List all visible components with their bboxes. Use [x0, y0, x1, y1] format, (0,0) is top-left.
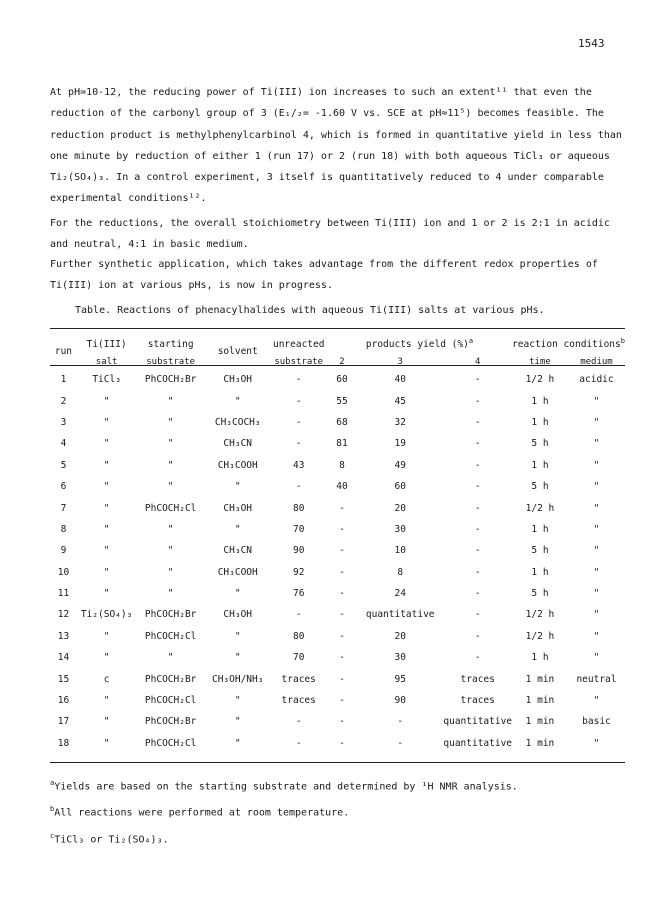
- cell-run: 13: [57, 630, 70, 642]
- cell-time: 1 min: [525, 673, 555, 685]
- cell-solvent: ": [234, 523, 241, 535]
- table-row: [50, 647, 625, 668]
- cell-run: 12: [57, 609, 70, 621]
- cell-yield-3: -: [397, 716, 404, 728]
- header-product-3: 3: [397, 356, 403, 367]
- page-number: 1543: [578, 37, 605, 50]
- cell-run: 17: [57, 716, 70, 728]
- cell-run: 8: [60, 523, 67, 535]
- cell-yield-4: -: [474, 502, 481, 514]
- cell-yield-4: -: [474, 652, 481, 664]
- cell-substrate: ": [167, 481, 174, 493]
- cell-substrate: ": [167, 438, 174, 450]
- cell-yield-2: -: [339, 737, 345, 749]
- cell-yield-2: -: [339, 652, 345, 664]
- cell-yield-4: -: [474, 588, 481, 600]
- cell-yield-3: 49: [394, 459, 406, 471]
- header-salt-top: Ti(III): [86, 338, 127, 350]
- cell-run: 18: [57, 737, 70, 749]
- cell-salt: ": [103, 545, 110, 557]
- cell-run: 6: [60, 481, 67, 493]
- cell-solvent: ": [234, 716, 241, 728]
- cell-salt: ": [103, 695, 110, 707]
- cell-unreacted: 43: [292, 459, 305, 471]
- cell-time: 1 min: [525, 716, 555, 728]
- cell-unreacted: -: [295, 416, 302, 428]
- cell-time: 1 min: [525, 695, 555, 707]
- cell-solvent: ": [234, 588, 241, 600]
- cell-unreacted: 80: [292, 502, 305, 514]
- header-salt-bottom: salt: [95, 356, 118, 367]
- cell-yield-4: -: [474, 416, 481, 428]
- cell-medium: ": [593, 502, 600, 514]
- cell-yield-2: -: [339, 502, 345, 514]
- cell-unreacted: 70: [292, 652, 305, 664]
- cell-substrate: PhCOCH₂Cl: [144, 630, 197, 642]
- cell-yield-3: -: [397, 737, 404, 749]
- cell-salt: ": [103, 588, 110, 600]
- cell-yield-3: 30: [394, 652, 406, 664]
- cell-medium: ": [593, 566, 600, 578]
- cell-run: 5: [60, 459, 67, 471]
- cell-yield-3: 20: [394, 502, 406, 514]
- cell-yield-2: 68: [336, 416, 348, 428]
- cell-medium: basic: [582, 716, 611, 728]
- cell-substrate: ": [167, 416, 174, 428]
- cell-run: 16: [57, 695, 70, 707]
- cell-yield-4: -: [474, 459, 481, 471]
- cell-yield-4: traces: [460, 673, 495, 685]
- header-conditions: reaction conditions$^b$: [512, 337, 625, 351]
- cell-run: 3: [60, 416, 67, 428]
- cell-yield-2: 55: [336, 395, 348, 407]
- cell-unreacted: 92: [292, 566, 305, 578]
- table-row: [50, 540, 625, 561]
- footnote-b: $^b$All reactions were performed at room temperature.: [50, 805, 350, 819]
- cell-yield-3: 60: [394, 481, 406, 493]
- footnote-a: $^a$Yields are based on the starting substrate and determined by ¹H NMR analysis.: [50, 779, 518, 793]
- cell-yield-3: 20: [394, 630, 406, 642]
- cell-yield-3: 40: [394, 374, 406, 386]
- cell-unreacted: -: [295, 395, 302, 407]
- table-row: [50, 604, 625, 625]
- cell-time: 1 h: [531, 395, 549, 407]
- cell-yield-4: -: [474, 523, 481, 535]
- cell-medium: ": [593, 609, 600, 621]
- cell-solvent: CH₃COOH: [217, 566, 258, 578]
- cell-medium: ": [593, 545, 600, 557]
- cell-substrate: ": [167, 652, 174, 664]
- cell-salt: ": [103, 566, 110, 578]
- cell-salt: ": [103, 630, 110, 642]
- cell-medium: ": [593, 416, 600, 428]
- cell-time: 1/2 h: [525, 630, 555, 642]
- cell-yield-4: quantitative: [443, 716, 513, 728]
- cell-salt: ": [103, 438, 110, 450]
- cell-time: 1/2 h: [525, 609, 555, 621]
- cell-yield-3: 90: [394, 695, 406, 707]
- cell-yield-4: traces: [460, 695, 495, 707]
- cell-medium: ": [593, 630, 600, 642]
- paragraph-2: For the reductions, the overall stoichiometry between Ti(III) ion and 1 or 2 is 2:1 in acidic and neutral, 4:1 in basic medium.: [50, 218, 616, 251]
- cell-yield-3: quantitative: [365, 609, 435, 621]
- cell-time: 1 h: [531, 652, 549, 664]
- cell-unreacted: 80: [292, 630, 305, 642]
- cell-solvent: ": [234, 737, 241, 749]
- cell-run: 9: [60, 545, 67, 557]
- cell-yield-3: 10: [394, 545, 406, 557]
- cell-substrate: ": [167, 566, 174, 578]
- cell-medium: ": [593, 695, 600, 707]
- cell-solvent: ": [234, 652, 241, 664]
- cell-salt: ": [103, 523, 110, 535]
- cell-unreacted: -: [295, 716, 302, 728]
- header-product-4: 4: [475, 356, 481, 367]
- cell-solvent: CH₃OH: [223, 502, 253, 514]
- cell-solvent: CH₃OH: [223, 609, 253, 621]
- cell-substrate: ": [167, 459, 174, 471]
- cell-solvent: CH₃CN: [223, 438, 253, 450]
- cell-medium: neutral: [576, 673, 617, 685]
- table-row: [50, 626, 625, 647]
- paragraph-1: At pH≃10-12, the reducing power of Ti(III) ion increases to such an extent¹¹ that even the reduction of the carbonyl group of 3 (E₁/₂= -1.60 V vs. SCE at pH≈11⁵) becomes feasible. The reduction product is methylphenylcarbinol 4, which is formed in quantitative yield in less than one minute by reduction of either 1 (run 17) or 2 (run 18) with both aqueous TiCl₃ or aqueous Ti₂(SO₄)₃. In a control experiment, 3 itself is quantitatively reduced to 4 under comparable experimental conditions¹².: [50, 87, 628, 205]
- table-row: [50, 733, 625, 754]
- header-medium: medium: [580, 356, 613, 367]
- cell-unreacted: -: [295, 609, 302, 621]
- cell-yield-2: -: [339, 588, 345, 600]
- cell-medium: ": [593, 588, 600, 600]
- cell-time: 5 h: [531, 481, 549, 493]
- table-row: [50, 668, 625, 689]
- cell-solvent: CH₃COOH: [217, 459, 258, 471]
- cell-salt: Ti₂(SO₄)₃: [80, 609, 133, 621]
- cell-yield-2: -: [339, 716, 345, 728]
- cell-medium: ": [593, 395, 600, 407]
- table-row: [50, 412, 625, 433]
- cell-yield-4: -: [474, 481, 481, 493]
- cell-yield-2: 40: [336, 481, 348, 493]
- cell-run: 7: [60, 502, 67, 514]
- cell-substrate: ": [167, 523, 174, 535]
- cell-yield-4: -: [474, 630, 481, 642]
- cell-yield-2: -: [339, 523, 345, 535]
- cell-unreacted: traces: [281, 695, 316, 707]
- cell-substrate: PhCOCH₂Br: [144, 609, 197, 621]
- table-row: [50, 433, 625, 454]
- cell-yield-4: quantitative: [443, 737, 513, 749]
- cell-unreacted: 70: [292, 523, 305, 535]
- cell-solvent: ": [234, 630, 241, 642]
- cell-yield-2: 81: [336, 438, 348, 450]
- cell-substrate: ": [167, 395, 174, 407]
- table-row: [50, 519, 625, 540]
- cell-solvent: ": [234, 695, 241, 707]
- cell-solvent: CH₃OH: [223, 374, 253, 386]
- cell-yield-4: -: [474, 438, 481, 450]
- cell-solvent: CH₃CN: [223, 545, 253, 557]
- cell-time: 1 h: [531, 523, 549, 535]
- cell-yield-4: -: [474, 566, 481, 578]
- table-body: [50, 369, 625, 754]
- cell-unreacted: traces: [281, 673, 316, 685]
- header-substrate-top: starting: [147, 338, 194, 350]
- header-run: run: [54, 346, 73, 357]
- cell-time: 1 h: [531, 566, 549, 578]
- cell-substrate: ": [167, 545, 174, 557]
- cell-unreacted: -: [295, 438, 302, 450]
- cell-yield-3: 45: [394, 395, 406, 407]
- cell-salt: ": [103, 395, 110, 407]
- cell-unreacted: -: [295, 481, 302, 493]
- table-row: [50, 476, 625, 497]
- cell-salt: c: [103, 673, 110, 685]
- cell-yield-3: 8: [397, 566, 404, 578]
- cell-time: 5 h: [531, 545, 549, 557]
- cell-salt: ": [103, 716, 110, 728]
- cell-unreacted: -: [295, 737, 302, 749]
- cell-medium: acidic: [579, 374, 614, 386]
- cell-yield-3: 32: [394, 416, 406, 428]
- cell-yield-2: 60: [336, 374, 348, 386]
- cell-yield-3: 24: [394, 588, 406, 600]
- cell-substrate: PhCOCH₂Br: [144, 673, 197, 685]
- cell-time: 5 h: [531, 438, 549, 450]
- cell-salt: ": [103, 416, 110, 428]
- header-products: products yield (%)$^a$: [365, 337, 474, 351]
- cell-yield-2: -: [339, 609, 345, 621]
- cell-run: 2: [60, 395, 67, 407]
- cell-salt: ": [103, 502, 110, 514]
- cell-yield-4: -: [474, 374, 481, 386]
- table-row: [50, 455, 625, 476]
- cell-substrate: PhCOCH₂Cl: [144, 737, 197, 749]
- header-substrate-bottom: substrate: [146, 356, 196, 367]
- cell-substrate: PhCOCH₂Cl: [144, 695, 197, 707]
- cell-yield-2: -: [339, 566, 345, 578]
- cell-yield-2: -: [339, 673, 345, 685]
- cell-time: 5 h: [531, 588, 549, 600]
- cell-yield-2: -: [339, 545, 345, 557]
- header-unreacted-bottom: substrate: [274, 356, 324, 367]
- cell-time: 1/2 h: [525, 502, 555, 514]
- table-row: [50, 497, 625, 518]
- table-bottom-rule: [50, 762, 625, 763]
- cell-time: 1 h: [531, 416, 549, 428]
- cell-salt: ": [103, 737, 110, 749]
- cell-yield-3: 30: [394, 523, 406, 535]
- cell-yield-4: -: [474, 609, 481, 621]
- cell-unreacted: 76: [292, 588, 305, 600]
- header-time: time: [529, 356, 551, 367]
- cell-yield-3: 19: [394, 438, 406, 450]
- cell-yield-3: 95: [394, 673, 406, 685]
- cell-yield-4: -: [474, 545, 481, 557]
- cell-medium: ": [593, 652, 600, 664]
- table-top-rule: [50, 328, 625, 329]
- cell-medium: ": [593, 481, 600, 493]
- cell-yield-2: -: [339, 630, 345, 642]
- cell-medium: ": [593, 523, 600, 535]
- cell-medium: ": [593, 737, 600, 749]
- cell-run: 1: [60, 374, 67, 386]
- cell-solvent: CH₃COCH₃: [214, 416, 261, 428]
- cell-time: 1 h: [531, 459, 549, 471]
- cell-unreacted: 90: [292, 545, 305, 557]
- cell-salt: ": [103, 459, 110, 471]
- cell-run: 10: [57, 566, 70, 578]
- cell-run: 4: [60, 438, 67, 450]
- cell-salt: TiCl₃: [92, 374, 121, 386]
- cell-run: 11: [57, 588, 70, 600]
- cell-salt: ": [103, 481, 110, 493]
- header-unreacted-top: unreacted: [272, 338, 325, 350]
- cell-substrate: PhCOCH₂Br: [144, 716, 197, 728]
- header-product-2: 2: [339, 356, 345, 367]
- cell-yield-2: -: [339, 695, 345, 707]
- table-row: [50, 390, 625, 411]
- cell-salt: ": [103, 652, 110, 664]
- cell-unreacted: -: [295, 374, 302, 386]
- footnote-c: $^c$TiCl₃ or Ti₂(SO₄)₃.: [50, 831, 169, 845]
- cell-solvent: ": [234, 481, 241, 493]
- header-solvent: solvent: [217, 346, 258, 357]
- cell-medium: ": [593, 459, 600, 471]
- table-row: [50, 562, 625, 583]
- cell-yield-4: -: [474, 395, 481, 407]
- table-row: [50, 583, 625, 604]
- table-caption: Table. Reactions of phenacylhalides with aqueous Ti(III) salts at various pHs.: [75, 305, 545, 316]
- footnotes: [50, 772, 625, 851]
- cell-solvent: CH₃OH/NH₃: [211, 673, 264, 685]
- cell-substrate: PhCOCH₂Cl: [144, 502, 197, 514]
- cell-run: 14: [57, 652, 70, 664]
- cell-time: 1/2 h: [525, 374, 555, 386]
- results-table: [50, 334, 625, 754]
- cell-time: 1 min: [525, 737, 555, 749]
- table-row: [50, 690, 625, 711]
- cell-solvent: ": [234, 395, 241, 407]
- table-row: [50, 711, 625, 732]
- cell-medium: ": [593, 438, 600, 450]
- cell-substrate: PhCOCH₂Br: [144, 374, 197, 386]
- cell-run: 15: [57, 673, 70, 685]
- cell-substrate: ": [167, 588, 174, 600]
- table-row: [50, 369, 625, 390]
- cell-yield-2: 8: [339, 459, 345, 471]
- paragraph-3: Further synthetic application, which takes advantage from the different redox properties of Ti(III) ion at various pHs, is now in progress.: [50, 259, 604, 292]
